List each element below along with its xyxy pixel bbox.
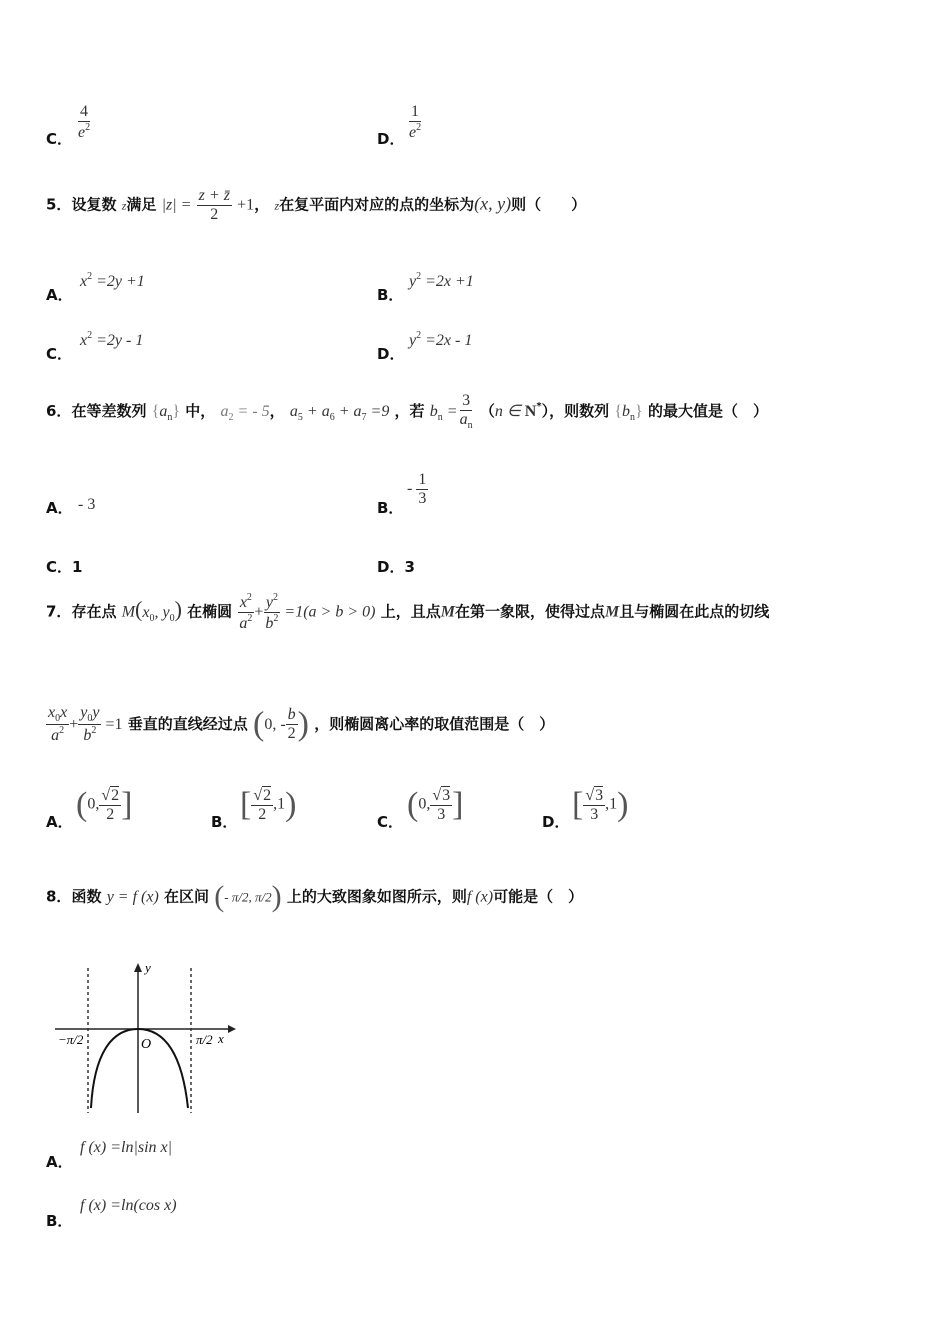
y-axis-arrow [134,963,142,972]
q5-option-a-label: A． [46,286,73,304]
q7-option-b-label: B． [211,813,238,831]
q7-option-d-value: [ $\frac{√3}{3}$ ,1) [572,786,629,823]
q5-option-a-value: $x^2 =2y +1$ [80,271,145,290]
q4-option-d-value: $\frac{1}{e^2}$ [409,103,422,141]
q7-option-c-value: (0, $\frac{√3}{3}$ ] [407,786,464,823]
q6-option-a-value: - 3 [78,496,96,513]
q8-option-b-label: B． [46,1212,73,1230]
q7-option-b-value: [ $\frac{√2}{2}$ ,1) [240,786,297,823]
q8-stem: 8．函数 y = f (x) 在区间 (- π/2, π/2) 上的大致图象如图所示，则f (x)可能是（ ） [46,880,584,913]
q8-option-a-value: f (x) =ln|sin x| [80,1139,173,1156]
q8-option-a-label: A． [46,1153,73,1171]
q8-graph [50,958,240,1118]
right-tick-label [196,1032,213,1047]
y-axis-label: y [145,960,151,975]
q5-option-c-label: C． [46,345,73,363]
q5-option-d-label: D． [377,345,405,363]
q7-option-d-label: D． [542,813,570,831]
function-curve [91,1029,188,1108]
q6-option-d-label: D．3 [377,558,415,576]
q7-stem-line1: 7．存在点 $M(x_0$, $y_0$) 在椭圆 $\frac{x^2}{a^2}$ + $\frac{y^2}{b^2}$ =1(a > b > 0) 上，且点M在第一象限，使得过点M且与椭圆在此点的切线 [46,592,770,632]
q5-option-b-label: B． [377,286,404,304]
q4-option-c-label: C． [46,130,73,148]
q7-option-a-value: (0, $\frac{√2}{2}$ ] [76,786,133,823]
x-axis-label: x [218,1031,224,1046]
q8-option-b-value: f (x) =ln(cos x) [80,1197,177,1214]
left-tick-label [58,1032,84,1047]
q4-option-d-label: D． [377,130,405,148]
q7-option-a-label: A． [46,813,73,831]
q5-option-c-value: $x^2 =2y - 1$ [80,330,144,349]
q5-option-b-value: $y^2 =2x +1$ [409,271,474,290]
q4-option-c-value: $\frac{4}{e^2}$ [78,103,91,141]
q5-stem: 5．设复数 z满足 |z| = $\frac{z + z̄}{2}$ +1， z在复平面内对应的点的坐标为(x, y)则（ ） [46,187,587,223]
q6-option-c-label: C．1 [46,558,83,576]
origin-label: O [141,1037,152,1052]
q5-option-d-value: $y^2 =2x - 1$ [409,330,473,349]
x-axis-arrow [228,1025,236,1033]
right-tick-text: π/2 [196,1032,213,1047]
q6-option-b-label: B． [377,499,404,517]
q6-option-b-value: - $\frac{1}{3}$ [407,471,427,507]
q6-option-a-label: A． [46,499,73,517]
q7-option-c-label: C． [377,813,404,831]
q7-stem-line2: $\frac{x_0x}{a^2}$ + $\frac{y_0y}{b^2}$ =1 垂直的直线经过点 (0, - $\frac{b}{2}$ ) ，则椭圆离心率的取值范围是（ ） [48,704,555,744]
left-tick-text: −π/2 [58,1032,84,1047]
q6-stem: 6．在等差数列 $\{a_n\}$ 中， $a_2$ = - 5， $a_5 + a_6 + a_7 =9$ ，若 $b_n$ = $\frac{3}{a_n}$ （n ∈ N*），则数列 $\{b_n\}$ 的最大值是（ ） [46,392,768,431]
